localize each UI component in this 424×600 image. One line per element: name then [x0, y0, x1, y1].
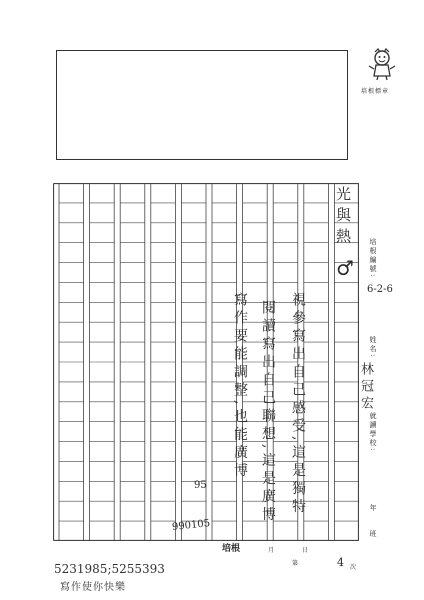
- label-school: 就讀學校:: [369, 412, 377, 453]
- essay-column-1: 視參寫出自己感受,這是獨特: [290, 292, 306, 517]
- brand-mark: 培根: [222, 544, 241, 554]
- name-value: 林冠宏: [358, 362, 373, 413]
- label-code: 培根編號:: [369, 238, 377, 279]
- stamp-label: 培根標章: [361, 88, 390, 95]
- essay-column-2: 閱讀寫出自己聯想,這是廣博: [260, 300, 276, 525]
- score-mark: 95: [194, 480, 207, 491]
- comment-box: [56, 50, 348, 160]
- page-number: 4: [337, 556, 344, 569]
- essay-title: 光與熱: [334, 186, 352, 249]
- label-name: 姓名:: [369, 336, 377, 359]
- label-day: 日: [302, 547, 309, 554]
- slogan: 寫作使你快樂: [60, 582, 126, 593]
- label-times: 次: [350, 564, 357, 571]
- label-grade: 年: [369, 504, 377, 513]
- label-class: 班: [369, 530, 377, 539]
- title-mark: ♂: [336, 256, 354, 280]
- date-mark: 990105: [171, 518, 211, 533]
- essay-column-3: 寫作要能調整,也能廣博: [232, 292, 248, 481]
- mascot-stamp-icon: [364, 46, 400, 82]
- label-page: 第: [292, 560, 299, 567]
- label-month: 月: [268, 547, 275, 554]
- code-value: 6-2-6: [367, 284, 393, 295]
- phone-number: 5231985;5255393: [54, 562, 165, 576]
